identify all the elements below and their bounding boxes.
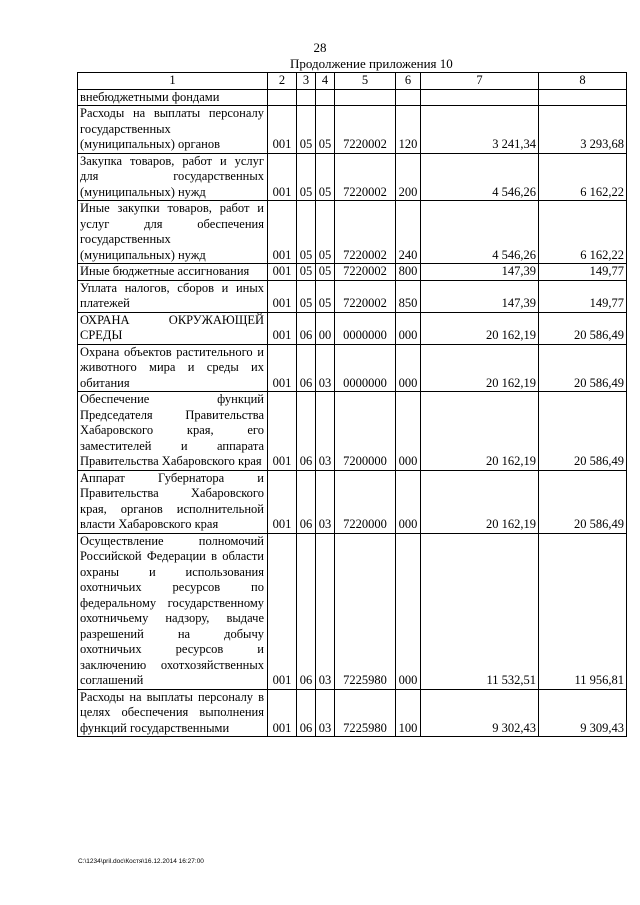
row-c8: 20 586,49: [539, 312, 627, 344]
row-name: Иные бюджетные ассигнования: [78, 264, 268, 281]
row-name: ОХРАНА ОКРУЖАЮЩЕЙ СРЕДЫ: [78, 312, 268, 344]
row-c7: 147,39: [421, 264, 539, 281]
row-c8: 6 162,22: [539, 201, 627, 264]
page-number: 28: [313, 40, 327, 55]
row-c5: 7220002: [335, 201, 396, 264]
row-c4: 05: [316, 153, 335, 201]
budget-table: [77, 72, 627, 737]
column-header: 7: [421, 73, 539, 90]
row-c3: 05: [297, 264, 316, 281]
row-name: Охрана объектов растительного и животного мира и среды их обитания: [78, 344, 268, 392]
row-c8: 11 956,81: [539, 533, 627, 689]
row-name: Расходы на выплаты персоналу в целях обеспечения выполнения функций государственными: [78, 689, 268, 737]
row-name: Иные закупки товаров, работ и услуг для обеспечения государственных (муниципальных) нужд: [78, 201, 268, 264]
continuation-row: [78, 89, 627, 106]
row-c8: 3 293,68: [539, 106, 627, 154]
row-c6: 120: [396, 106, 421, 154]
row-c7: 20 162,19: [421, 344, 539, 392]
row-c8: 6 162,22: [539, 153, 627, 201]
column-header: 4: [316, 73, 335, 90]
row-c3: 05: [297, 280, 316, 312]
row-c4: 00: [316, 312, 335, 344]
column-header: 6: [396, 73, 421, 90]
row-c7: 4 546,26: [421, 153, 539, 201]
row-c5: 0000000: [335, 312, 396, 344]
row-c2: 001: [268, 153, 297, 201]
row-c7: 3 241,34: [421, 106, 539, 154]
table-row: [78, 201, 627, 264]
row-name: Обеспечение функций Председателя Правительства Хабаровского края, его заместителей и аппарата Правительства Хабаровского края: [78, 392, 268, 471]
row-c4: 03: [316, 470, 335, 533]
row-c6: 850: [396, 280, 421, 312]
row-c3: 06: [297, 344, 316, 392]
row-c8: 20 586,49: [539, 470, 627, 533]
row-c3: 06: [297, 533, 316, 689]
row-c7: 147,39: [421, 280, 539, 312]
table-row: [78, 470, 627, 533]
table-row: [78, 312, 627, 344]
row-name: Расходы на выплаты персоналу государственных (муниципальных) органов: [78, 106, 268, 154]
row-c4: 05: [316, 264, 335, 281]
row-c2: 001: [268, 312, 297, 344]
row-c4: 03: [316, 392, 335, 471]
row-c6: 000: [396, 533, 421, 689]
row-c7: 20 162,19: [421, 312, 539, 344]
row-c2: 001: [268, 264, 297, 281]
row-c6: 240: [396, 201, 421, 264]
row-c7: 11 532,51: [421, 533, 539, 689]
column-header: 5: [335, 73, 396, 90]
row-c5: 7220002: [335, 106, 396, 154]
appendix-subtitle: Продолжение приложения 10: [290, 56, 453, 71]
row-c8: 20 586,49: [539, 392, 627, 471]
row-c5: 7220000: [335, 470, 396, 533]
column-header: 3: [297, 73, 316, 90]
row-c8: 20 586,49: [539, 344, 627, 392]
row-name: Осуществление полномочий Российской Федерации в области охраны и использования охотничьих ресурсов по федеральному государственному охотничьему надзору, выдаче разрешений на добычу охотничьих ресурсов и заключению охотхозяйственных соглашений: [78, 533, 268, 689]
row-c5: 7220002: [335, 280, 396, 312]
row-c3: 06: [297, 392, 316, 471]
row-c5: 7220002: [335, 153, 396, 201]
row-c7: 20 162,19: [421, 392, 539, 471]
row-c4: 03: [316, 689, 335, 737]
row-c2: 001: [268, 280, 297, 312]
row-c7: 4 546,26: [421, 201, 539, 264]
row-c5: 0000000: [335, 344, 396, 392]
row-c7: 20 162,19: [421, 470, 539, 533]
table-row: [78, 392, 627, 471]
row-c3: 06: [297, 470, 316, 533]
row-c2: 001: [268, 344, 297, 392]
row-c2: 001: [268, 689, 297, 737]
row-c6: 000: [396, 470, 421, 533]
table-header-row: [78, 73, 627, 90]
row-c3: 05: [297, 106, 316, 154]
column-header: 8: [539, 73, 627, 90]
row-c8: 149,77: [539, 280, 627, 312]
row-c7: 9 302,43: [421, 689, 539, 737]
row-c5: 7225980: [335, 689, 396, 737]
row-c2: 001: [268, 470, 297, 533]
row-name: Закупка товаров, работ и услуг для государственных (муниципальных) нужд: [78, 153, 268, 201]
row-c8: 9 309,43: [539, 689, 627, 737]
column-header: 1: [78, 73, 268, 90]
column-header: 2: [268, 73, 297, 90]
row-c3: 06: [297, 689, 316, 737]
row-c6: 100: [396, 689, 421, 737]
row-c4: 05: [316, 201, 335, 264]
table-row: [78, 153, 627, 201]
row-c8: 149,77: [539, 264, 627, 281]
file-path-footer: C:\1234\pril.doc\Костя\16.12.2014 16:27:00: [78, 858, 204, 865]
row-c4: 05: [316, 280, 335, 312]
row-c4: 03: [316, 344, 335, 392]
table-row: [78, 264, 627, 281]
row-c2: 001: [268, 106, 297, 154]
row-c3: 06: [297, 312, 316, 344]
row-c3: 05: [297, 201, 316, 264]
row-c5: 7220002: [335, 264, 396, 281]
table-row: [78, 280, 627, 312]
row-c6: 200: [396, 153, 421, 201]
row-c2: 001: [268, 392, 297, 471]
row-name: Аппарат Губернатора и Правительства Хабаровского края, органов исполнительной власти Хабаровского края: [78, 470, 268, 533]
table-row: [78, 106, 627, 154]
table-row: [78, 344, 627, 392]
row-c2: 001: [268, 201, 297, 264]
table-row: [78, 533, 627, 689]
row-c6: 000: [396, 344, 421, 392]
row-c4: 05: [316, 106, 335, 154]
row-c5: 7200000: [335, 392, 396, 471]
row-c2: 001: [268, 533, 297, 689]
row-c3: 05: [297, 153, 316, 201]
continuation-text: внебюджетными фондами: [78, 89, 268, 106]
table-row: [78, 689, 627, 737]
row-c5: 7225980: [335, 533, 396, 689]
row-c6: 800: [396, 264, 421, 281]
row-name: Уплата налогов, сборов и иных платежей: [78, 280, 268, 312]
row-c6: 000: [396, 392, 421, 471]
row-c4: 03: [316, 533, 335, 689]
row-c6: 000: [396, 312, 421, 344]
